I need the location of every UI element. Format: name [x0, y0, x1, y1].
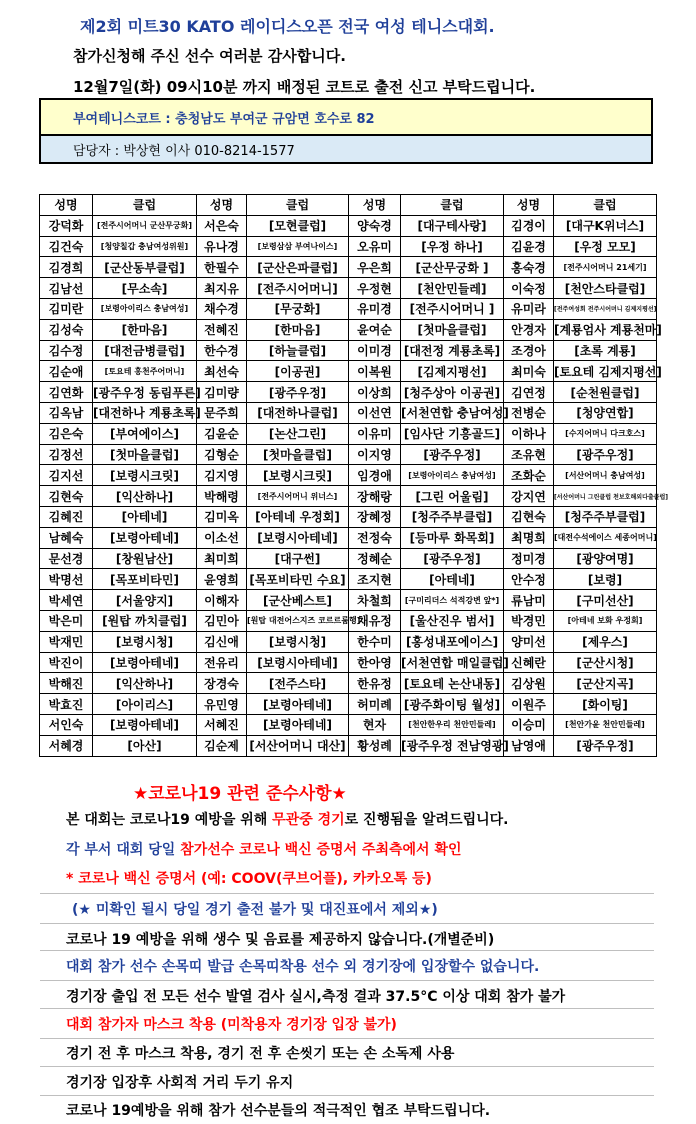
table-row: [40, 382, 657, 403]
player-name-cell: 남혜숙: [40, 527, 93, 548]
club-cell: [논산그린]: [247, 423, 349, 444]
player-name-cell: 김지영: [197, 465, 247, 486]
club-cell: [모현클럽]: [247, 215, 349, 236]
club-cell: [제우스]: [554, 631, 657, 652]
covid-rule-mask: 대회 참가자 마스크 착용 (미착용자 경기장 입장 불가): [66, 1017, 397, 1033]
table-row: [40, 673, 657, 694]
player-name-cell: 조경아: [504, 340, 554, 361]
player-name-cell: 전정숙: [349, 527, 401, 548]
player-name-cell: 이복원: [349, 361, 401, 382]
player-name-cell: 안수정: [504, 569, 554, 590]
table-row: [40, 361, 657, 382]
player-name-cell: 최명희: [504, 527, 554, 548]
covid-rule-vaccine-check: 각 부서 대회 당일 참가선수 코로나 백신 증명서 주최측에서 확인: [66, 842, 462, 858]
player-name-cell: 서인숙: [40, 714, 93, 735]
club-cell: [청양칠갑 충남여성위원]: [93, 236, 197, 257]
player-name-cell: 유나경: [197, 236, 247, 257]
player-name-cell: 김미란: [40, 298, 93, 319]
club-cell: [초록 계룡]: [554, 340, 657, 361]
player-name-cell: 우정현: [349, 278, 401, 299]
participant-roster-table: [39, 194, 668, 757]
player-name-cell: 김경이: [504, 215, 554, 236]
table-row: [40, 423, 657, 444]
player-name-cell: 정혜순: [349, 548, 401, 569]
player-name-cell: 김미옥: [197, 506, 247, 527]
club-cell: [군산무궁화 ]: [401, 257, 504, 278]
covid-rule-sanitize: 경기 전 후 마스크 착용, 경기 전 후 손씻기 또는 손 소독제 사용: [66, 1046, 455, 1062]
club-cell: [보령시크릿]: [93, 465, 197, 486]
player-name-cell: 이선연: [349, 402, 401, 423]
roster-body: [40, 215, 668, 756]
club-cell: [청주주부클럽]: [554, 506, 657, 527]
player-name-cell: 이지영: [349, 444, 401, 465]
divider: [40, 1066, 654, 1067]
column-header-name: 성명: [40, 195, 93, 216]
divider: [40, 980, 654, 981]
club-cell: [화이팅]: [554, 694, 657, 715]
club-cell: [대구테사랑]: [401, 215, 504, 236]
club-cell: [보령시청]: [93, 631, 197, 652]
player-name-cell: 홍숙경: [504, 257, 554, 278]
club-cell: [그린 어울림]: [401, 486, 504, 507]
player-name-cell: 김옥남: [40, 402, 93, 423]
table-row: [40, 527, 657, 548]
covid-rule-no-drinks: 코로나 19 예방을 위해 생수 및 음료를 제공하지 않습니다.(개별준비): [66, 932, 495, 948]
club-cell: [보령삼삼 부여나이스]: [247, 236, 349, 257]
club-cell: [토요테 김제지평선]: [554, 361, 657, 382]
club-cell: [광주화이팅 월성]: [401, 694, 504, 715]
table-row: [40, 714, 657, 735]
club-cell: [서천연합 충남여성]: [401, 402, 504, 423]
player-name-cell: 남영애: [504, 735, 554, 756]
player-name-cell: 강덕화: [40, 215, 93, 236]
club-cell: [임사단 기흥골드]: [401, 423, 504, 444]
player-name-cell: 박명선: [40, 569, 93, 590]
table-row: [40, 631, 657, 652]
club-cell: [광주우정]: [401, 548, 504, 569]
player-name-cell: 김수정: [40, 340, 93, 361]
player-name-cell: 김혜진: [40, 506, 93, 527]
player-name-cell: 조유현: [504, 444, 554, 465]
player-name-cell: 전병순: [504, 402, 554, 423]
table-row: [40, 402, 657, 423]
player-name-cell: 차철희: [349, 590, 401, 611]
club-cell: [보령아테네]: [93, 527, 197, 548]
player-name-cell: 박해령: [197, 486, 247, 507]
table-row: [40, 735, 657, 756]
player-name-cell: 유민영: [197, 694, 247, 715]
player-name-cell: 김형순: [197, 444, 247, 465]
covid-rule-no-spectators: 본 대회는 코로나19 예방을 위해 무관중 경기로 진행됨을 알려드립니다.: [66, 812, 509, 828]
club-cell: [서울양지]: [93, 590, 197, 611]
player-name-cell: 신혜란: [504, 652, 554, 673]
club-cell: [이공권]: [247, 361, 349, 382]
club-cell: [서천연합 매일클럽]: [401, 652, 504, 673]
player-name-cell: 박효진: [40, 694, 93, 715]
player-name-cell: 조지현: [349, 569, 401, 590]
club-cell: [군산지곡]: [554, 673, 657, 694]
club-cell: [첫마을클럽]: [247, 444, 349, 465]
club-cell: [광양여명]: [554, 548, 657, 569]
club-cell: [첫마을클럽]: [93, 444, 197, 465]
club-cell: [목포비타민 수요]: [247, 569, 349, 590]
player-name-cell: 강지연: [504, 486, 554, 507]
club-cell: [보령아테네]: [93, 652, 197, 673]
club-cell: [토요테 홍천주어머니]: [93, 361, 197, 382]
club-cell: [우정 모모]: [554, 236, 657, 257]
column-header-name: 성명: [349, 195, 401, 216]
column-header-club: 클럽: [93, 195, 197, 216]
player-name-cell: 윤여순: [349, 319, 401, 340]
covid-rule-exclusion: (★ 미확인 될시 당일 경기 출전 불가 및 대진표에서 제외★): [72, 902, 438, 918]
player-name-cell: 김윤순: [197, 423, 247, 444]
covid-rule-wristband: 대회 참가 선수 손목띠 발급 손목띠착용 선수 외 경기장에 입장할수 없습니다.: [66, 959, 540, 975]
club-cell: [광주우정]: [554, 444, 657, 465]
club-cell: [아테네 보화 우정회]: [554, 610, 657, 631]
club-cell: [전주시어머니 ]: [401, 298, 504, 319]
club-cell: [서산어머니 대산]: [247, 735, 349, 756]
club-cell: [첫마을클럽]: [401, 319, 504, 340]
club-cell: [목포비타민]: [93, 569, 197, 590]
player-name-cell: 이원주: [504, 694, 554, 715]
covid-rules-title: ★코로나19 관련 준수사항★: [133, 784, 347, 804]
player-name-cell: 전유리: [197, 652, 247, 673]
player-name-cell: 장혜정: [349, 506, 401, 527]
divider: [40, 1095, 654, 1096]
club-cell: [보령아이리스 충남여성]: [93, 298, 197, 319]
club-cell: [익산하나]: [93, 486, 197, 507]
table-row: [40, 278, 657, 299]
club-cell: [아테네 우정회]: [247, 506, 349, 527]
player-name-cell: 김순제: [197, 735, 247, 756]
column-header-name: 성명: [197, 195, 247, 216]
covid-rule-distancing: 경기장 입장후 사회적 거리 두기 유지: [66, 1075, 294, 1091]
club-cell: [무소속]: [93, 278, 197, 299]
check-in-notice: 12월7일(화) 09시10분 까지 배정된 코트로 출전 신고 부탁드립니다.: [73, 78, 536, 96]
player-name-cell: 김성숙: [40, 319, 93, 340]
contact-info: 담당자 : 박상현 이사 010-8214-1577: [73, 143, 295, 159]
club-cell: [보령시크릿]: [247, 465, 349, 486]
player-name-cell: 유미경: [349, 298, 401, 319]
club-cell: [익산하나]: [93, 673, 197, 694]
table-row: [40, 590, 657, 611]
club-cell: [아산]: [93, 735, 197, 756]
player-name-cell: 최미희: [197, 548, 247, 569]
column-header-club: 클럽: [247, 195, 349, 216]
club-cell: [원탑 대전어스지즈 코르르룸행]: [247, 610, 349, 631]
player-name-cell: 조화순: [504, 465, 554, 486]
player-name-cell: 김남선: [40, 278, 93, 299]
player-name-cell: 허미례: [349, 694, 401, 715]
player-name-cell: 이하나: [504, 423, 554, 444]
player-name-cell: 서혜진: [197, 714, 247, 735]
table-row: [40, 298, 657, 319]
club-cell: [천안스타클럽]: [554, 278, 657, 299]
player-name-cell: 이소선: [197, 527, 247, 548]
divider: [40, 1038, 654, 1039]
club-cell: [아테네]: [93, 506, 197, 527]
club-cell: [아이리스]: [93, 694, 197, 715]
player-name-cell: 임경애: [349, 465, 401, 486]
player-name-cell: 이승미: [504, 714, 554, 735]
player-name-cell: 한수미: [349, 631, 401, 652]
table-row: [40, 257, 657, 278]
player-name-cell: 장경숙: [197, 673, 247, 694]
club-cell: [전주여성회 전주시어머니 김제지평선]: [554, 298, 657, 319]
player-name-cell: 김현숙: [504, 506, 554, 527]
player-name-cell: 김민아: [197, 610, 247, 631]
player-name-cell: 김윤경: [504, 236, 554, 257]
thanks-message: 참가신청해 주신 선수 여러분 감사합니다.: [73, 47, 346, 65]
table-row: [40, 319, 657, 340]
player-name-cell: 정미경: [504, 548, 554, 569]
player-name-cell: 서은숙: [197, 215, 247, 236]
player-name-cell: 류남미: [504, 590, 554, 611]
club-cell: [전주시어머니 위너스]: [247, 486, 349, 507]
club-cell: [울산진우 범서]: [401, 610, 504, 631]
club-cell: [대구썬]: [247, 548, 349, 569]
player-name-cell: 최미숙: [504, 361, 554, 382]
contact-box: [39, 134, 653, 164]
club-cell: [군산동부클럽]: [93, 257, 197, 278]
club-cell: [군산베스트]: [247, 590, 349, 611]
club-cell: [보령시아테네]: [247, 527, 349, 548]
club-cell: [청주주부클럽]: [401, 506, 504, 527]
club-cell: [광주우정 동림푸른]: [93, 382, 197, 403]
player-name-cell: 우은희: [349, 257, 401, 278]
club-cell: [천안민들레]: [401, 278, 504, 299]
player-name-cell: 김미량: [197, 382, 247, 403]
covid-rule-fever-check: 경기장 출입 전 모든 선수 발열 검사 실시,측정 결과 37.5°C 이상 대회 참가 불가: [66, 989, 566, 1005]
club-cell: [등마루 화목회]: [401, 527, 504, 548]
player-name-cell: 현자: [349, 714, 401, 735]
club-cell: [광주우정]: [554, 735, 657, 756]
club-cell: [아테네]: [401, 569, 504, 590]
player-name-cell: 이미경: [349, 340, 401, 361]
club-cell: [토요테 논산내동]: [401, 673, 504, 694]
player-name-cell: 박세연: [40, 590, 93, 611]
player-name-cell: 이유미: [349, 423, 401, 444]
club-cell: [한마음]: [93, 319, 197, 340]
club-cell: [전주스타]: [247, 673, 349, 694]
club-cell: [창원남산]: [93, 548, 197, 569]
player-name-cell: 박재민: [40, 631, 93, 652]
page-title: 제2회 미트30 KATO 레이디스오픈 전국 여성 테니스대회.: [80, 17, 495, 36]
club-cell: [보령아테네]: [247, 714, 349, 735]
club-cell: [군산은파클럽]: [247, 257, 349, 278]
player-name-cell: 박진이: [40, 652, 93, 673]
venue-box: [39, 98, 653, 136]
player-name-cell: 한아영: [349, 652, 401, 673]
player-name-cell: 한수경: [197, 340, 247, 361]
column-header-name: 성명: [504, 195, 554, 216]
player-name-cell: 김상원: [504, 673, 554, 694]
player-name-cell: 윤영희: [197, 569, 247, 590]
club-cell: [보령아테네]: [93, 714, 197, 735]
player-name-cell: 채수경: [197, 298, 247, 319]
column-header-club: 클럽: [554, 195, 657, 216]
player-name-cell: 서혜경: [40, 735, 93, 756]
club-cell: [우정 하나]: [401, 236, 504, 257]
table-row: [40, 694, 657, 715]
player-name-cell: 문주희: [197, 402, 247, 423]
club-cell: [군산시청]: [554, 652, 657, 673]
club-cell: [보령시청]: [247, 631, 349, 652]
table-row: [40, 610, 657, 631]
club-cell: [광주우정 전남영광]: [401, 735, 504, 756]
player-name-cell: 안경자: [504, 319, 554, 340]
club-cell: [대전수석에이스 세종어머니]: [554, 527, 657, 548]
club-cell: [계룡엄사 계룡천마]: [554, 319, 657, 340]
player-name-cell: 김은숙: [40, 423, 93, 444]
club-cell: [청양연합]: [554, 402, 657, 423]
club-cell: [청주상아 이공권]: [401, 382, 504, 403]
club-cell: [대전하나클럽]: [247, 402, 349, 423]
covid-rule-cooperation: 코로나 19예방을 위해 참가 선수분들의 적극적인 협조 부탁드립니다.: [66, 1103, 491, 1119]
club-cell: [전주시어머니 21세기]: [554, 257, 657, 278]
player-name-cell: 박해진: [40, 673, 93, 694]
table-row: [40, 444, 657, 465]
club-cell: [순천원클럽]: [554, 382, 657, 403]
divider: [40, 923, 654, 924]
club-cell: [서산어머니 그린클럽 천보호해외다출클럽]: [554, 486, 657, 507]
club-cell: [보령아테네]: [247, 694, 349, 715]
club-cell: [원탑 까치클럽]: [93, 610, 197, 631]
club-cell: [서산어머니 충남여성]: [554, 465, 657, 486]
player-name-cell: 김현숙: [40, 486, 93, 507]
club-cell: [전주시어머니 군산무궁화]: [93, 215, 197, 236]
club-cell: [보령아이리스 충남여성]: [401, 465, 504, 486]
club-cell: [한마음]: [247, 319, 349, 340]
player-name-cell: 양숙경: [349, 215, 401, 236]
club-cell: [대전하나 계룡초록]: [93, 402, 197, 423]
table-row: [40, 465, 657, 486]
player-name-cell: 이숙정: [504, 278, 554, 299]
player-name-cell: 이해자: [197, 590, 247, 611]
player-name-cell: 장해랑: [349, 486, 401, 507]
club-cell: [천안가윤 천안민들레]: [554, 714, 657, 735]
club-cell: [김제지평선]: [401, 361, 504, 382]
divider: [40, 893, 654, 894]
club-cell: [대구K위너스]: [554, 215, 657, 236]
player-name-cell: 최선숙: [197, 361, 247, 382]
table-row: [40, 506, 657, 527]
club-cell: [구미리더스 석적강변 앞*]: [401, 590, 504, 611]
club-cell: [홍성내포에이스]: [401, 631, 504, 652]
club-cell: [광주우정]: [401, 444, 504, 465]
club-cell: [하늘클럽]: [247, 340, 349, 361]
club-cell: [대전정 계룡초록]: [401, 340, 504, 361]
club-cell: [구미선산]: [554, 590, 657, 611]
table-row: [40, 340, 657, 361]
club-cell: [보령]: [554, 569, 657, 590]
table-row: [40, 652, 657, 673]
player-name-cell: 김연화: [40, 382, 93, 403]
player-name-cell: 김연정: [504, 382, 554, 403]
table-row: [40, 486, 657, 507]
divider: [40, 950, 654, 951]
player-name-cell: 전혜진: [197, 319, 247, 340]
club-cell: [전주시어머니]: [247, 278, 349, 299]
player-name-cell: 황성례: [349, 735, 401, 756]
player-name-cell: 오유미: [349, 236, 401, 257]
table-row: [40, 548, 657, 569]
player-name-cell: 채유정: [349, 610, 401, 631]
roster-header-row: [40, 195, 657, 216]
club-cell: [보령시아테네]: [247, 652, 349, 673]
club-cell: [수지어머니 다크호스]: [554, 423, 657, 444]
player-name-cell: 문선경: [40, 548, 93, 569]
club-cell: [무궁화]: [247, 298, 349, 319]
player-name-cell: 이상희: [349, 382, 401, 403]
column-header-club: 클럽: [401, 195, 504, 216]
club-cell: [광주우정]: [247, 382, 349, 403]
venue-address: 부여테니스코트 : 충청남도 부여군 규암면 호수로 82: [73, 111, 375, 127]
table-row: [40, 215, 657, 236]
player-name-cell: 최지유: [197, 278, 247, 299]
table-row: [40, 569, 657, 590]
player-name-cell: 김신애: [197, 631, 247, 652]
player-name-cell: 유미라: [504, 298, 554, 319]
player-name-cell: 김건숙: [40, 236, 93, 257]
player-name-cell: 박은미: [40, 610, 93, 631]
covid-rule-vaccine-proof: * 코로나 백신 증명서 (예: COOV(쿠브어플), 카카오톡 등): [66, 871, 432, 887]
player-name-cell: 한필수: [197, 257, 247, 278]
player-name-cell: 김순애: [40, 361, 93, 382]
club-cell: [부여에이스]: [93, 423, 197, 444]
club-cell: [천안한우리 천안민들레]: [401, 714, 504, 735]
player-name-cell: 한유정: [349, 673, 401, 694]
player-name-cell: 김경희: [40, 257, 93, 278]
club-cell: [대전금병클럽]: [93, 340, 197, 361]
player-name-cell: 김지선: [40, 465, 93, 486]
player-name-cell: 박경민: [504, 610, 554, 631]
player-name-cell: 김정선: [40, 444, 93, 465]
table-row: [40, 236, 657, 257]
player-name-cell: 양미선: [504, 631, 554, 652]
divider: [40, 1008, 654, 1009]
